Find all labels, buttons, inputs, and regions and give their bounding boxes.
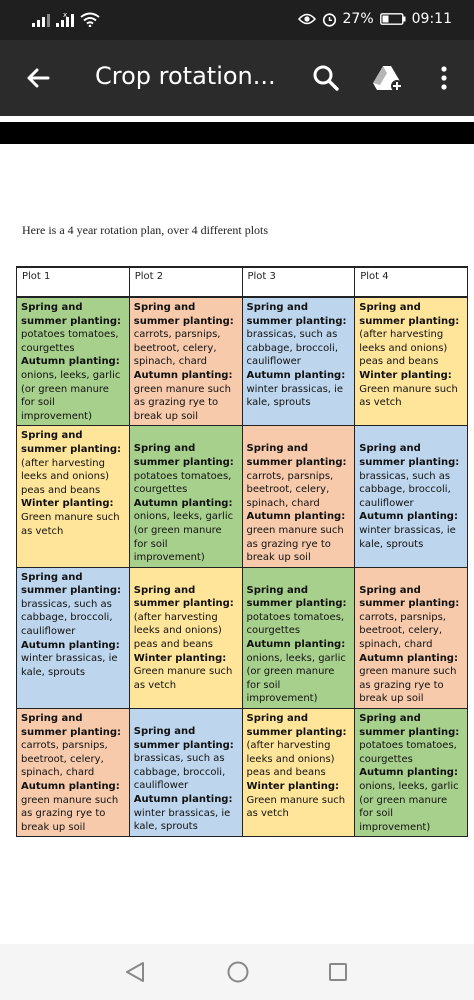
cell-heading: Winter planting:	[246, 781, 339, 792]
cell-heading: Spring and summer planting:	[21, 302, 122, 327]
signal-icon	[32, 13, 50, 27]
cell-heading: Winter planting:	[133, 652, 227, 664]
table-cell	[129, 567, 242, 708]
column-header: Plot 4	[355, 267, 468, 297]
cell-text: Green manure such as vetch	[21, 511, 120, 537]
table-cell	[17, 426, 130, 567]
table-cell	[129, 297, 242, 426]
cell-text: green manure such as grazing rye to break up soil	[133, 383, 231, 422]
table-cell	[355, 297, 468, 426]
cell-text: brassicas, such as cabbage, broccoli, cauliflower	[359, 470, 451, 509]
clock: 09:11	[411, 11, 452, 27]
cell-heading: Spring and summer planting:	[359, 584, 460, 610]
svg-text:x: x	[63, 11, 68, 19]
cell-heading: Autumn planting:	[21, 781, 120, 792]
eye-icon	[298, 13, 316, 25]
column-header: Plot 3	[242, 267, 355, 297]
wifi-icon	[80, 12, 100, 27]
battery-icon	[380, 13, 406, 25]
cell-heading: Spring and summer planting:	[246, 443, 347, 468]
table-row	[17, 297, 468, 426]
nav-home-icon[interactable]	[226, 960, 250, 984]
cell-heading: Spring and summer planting:	[133, 443, 234, 468]
cell-heading: Autumn planting:	[133, 369, 233, 381]
cell-text: potatoes tomatoes, courgettes	[246, 611, 345, 637]
table-header-row	[17, 267, 468, 297]
search-icon[interactable]	[312, 64, 340, 92]
document-top-band	[0, 122, 474, 144]
app-bar	[0, 40, 474, 116]
cell-heading: Spring and summer planting:	[359, 713, 460, 738]
more-options-icon[interactable]	[436, 64, 452, 92]
cell-heading: Autumn planting:	[359, 511, 458, 523]
cell-heading: Winter planting:	[21, 498, 114, 510]
cell-text: (after harvesting leeks and onions) peas and beans	[21, 457, 110, 496]
table-cell	[242, 709, 355, 837]
cell-text: onions, leeks, garlic (or green manure for soil improvement)	[359, 781, 459, 833]
cell-text: carrots, parsnips, beetroot, celery, spinach, chard	[133, 329, 221, 368]
cell-heading: Spring and summer planting:	[133, 302, 234, 327]
signal-indicators	[32, 11, 100, 27]
table-cell	[355, 567, 468, 708]
intro-text: Here is a 4 year rotation plan, over 4 different plots	[22, 223, 269, 237]
rotation-plan-table	[16, 266, 468, 837]
table-cell	[242, 426, 355, 567]
cell-heading: Spring and summer planting:	[246, 713, 347, 738]
cell-text: carrots, parsnips, beetroot, celery, spinach, chard	[246, 470, 334, 509]
cell-heading: Spring and summer planting:	[21, 713, 122, 738]
cell-heading: Autumn planting:	[246, 511, 346, 523]
cell-text: potatoes tomatoes, courgettes	[133, 470, 232, 496]
cell-text: brassicas, such as cabbage, broccoli, cauliflower	[246, 329, 339, 368]
cell-heading: Winter planting:	[359, 369, 452, 381]
cell-text: winter brassicas, ie kale, sprouts	[21, 653, 118, 678]
cell-text: carrots, parsnips, beetroot, celery, spinach, chard	[21, 740, 108, 779]
column-header: Plot 2	[129, 267, 242, 297]
cell-text: (after harvesting leeks and onions) peas and beans	[133, 611, 222, 651]
cell-text: green manure such as grazing rye to break up soil	[359, 666, 457, 705]
status-right	[298, 11, 452, 27]
cell-text: green manure such as grazing rye to break up soil	[246, 524, 344, 564]
nav-recent-apps-icon[interactable]	[328, 962, 348, 982]
cell-heading: Autumn planting:	[133, 497, 233, 509]
cell-text: onions, leeks, garlic (or green manure for soil improvement)	[133, 511, 234, 564]
cell-heading: Autumn planting:	[359, 652, 458, 664]
alarm-icon	[322, 12, 337, 27]
cell-heading: Autumn planting:	[359, 767, 458, 779]
cell-text: Green manure such as vetch	[359, 383, 458, 409]
cell-text: carrots, parsnips, beetroot, celery, spinach, chard	[359, 611, 446, 651]
cell-heading: Spring and summer planting:	[133, 584, 234, 610]
cell-text: potatoes tomatoes, courgettes	[359, 740, 457, 765]
status-bar	[0, 0, 474, 40]
table-row	[17, 567, 468, 708]
navigation-bar	[0, 944, 474, 1000]
cell-heading: Spring and summer planting:	[21, 430, 122, 455]
table-cell	[355, 709, 468, 837]
table-cell	[242, 297, 355, 426]
table-cell	[129, 426, 242, 567]
table-cell	[17, 297, 130, 426]
table-row	[17, 426, 468, 567]
cell-text: Green manure such as vetch	[246, 794, 346, 820]
page-title: Crop rotation...	[95, 62, 276, 90]
cell-text: brassicas, such as cabbage, broccoli, cauliflower	[133, 753, 226, 792]
cell-heading: Spring and summer planting:	[133, 726, 234, 751]
cell-heading: Autumn planting:	[246, 369, 346, 381]
cell-text: brassicas, such as cabbage, broccoli, cauliflower	[21, 598, 113, 638]
battery-percentage: 27%	[342, 11, 374, 27]
cell-heading: Spring and summer planting:	[359, 443, 460, 468]
cell-text: winter brassicas, ie kale, sprouts	[246, 383, 344, 409]
cell-text: winter brassicas, ie kale, sprouts	[133, 807, 231, 833]
cell-heading: Autumn planting:	[21, 639, 120, 651]
cell-text: onions, leeks, garlic (or green manure for soil improvement)	[21, 369, 121, 422]
cell-heading: Autumn planting:	[21, 356, 120, 368]
table-cell	[17, 709, 130, 837]
cell-heading: Spring and summer planting:	[21, 571, 122, 597]
cell-heading: Spring and summer planting:	[246, 302, 347, 327]
cell-text: green manure such as grazing rye to break up soil	[21, 794, 119, 833]
table-cell	[242, 567, 355, 708]
signal-no-data-icon	[56, 11, 74, 27]
add-to-drive-icon[interactable]	[372, 64, 404, 92]
nav-back-icon[interactable]	[124, 960, 146, 984]
cell-text: (after harvesting leeks and onions) peas and beans	[246, 740, 335, 779]
cell-heading: Spring and summer planting:	[359, 302, 460, 327]
cell-heading: Spring and summer planting:	[246, 584, 347, 610]
cell-heading: Autumn planting:	[246, 639, 346, 651]
table-row	[17, 709, 468, 837]
table-cell	[355, 426, 468, 567]
back-arrow-icon[interactable]	[22, 62, 54, 94]
table-cell	[17, 567, 130, 708]
column-header: Plot 1	[17, 267, 130, 297]
cell-text: potatoes tomatoes, courgettes	[21, 329, 119, 354]
table-cell	[129, 709, 242, 837]
cell-text: (after harvesting leeks and onions) peas and beans	[359, 329, 448, 368]
cell-text: Green manure such as vetch	[133, 666, 233, 691]
cell-heading: Autumn planting:	[133, 794, 233, 805]
cell-text: onions, leeks, garlic (or green manure for soil improvement)	[246, 652, 346, 705]
cell-text: winter brassicas, ie kale, sprouts	[359, 524, 456, 550]
